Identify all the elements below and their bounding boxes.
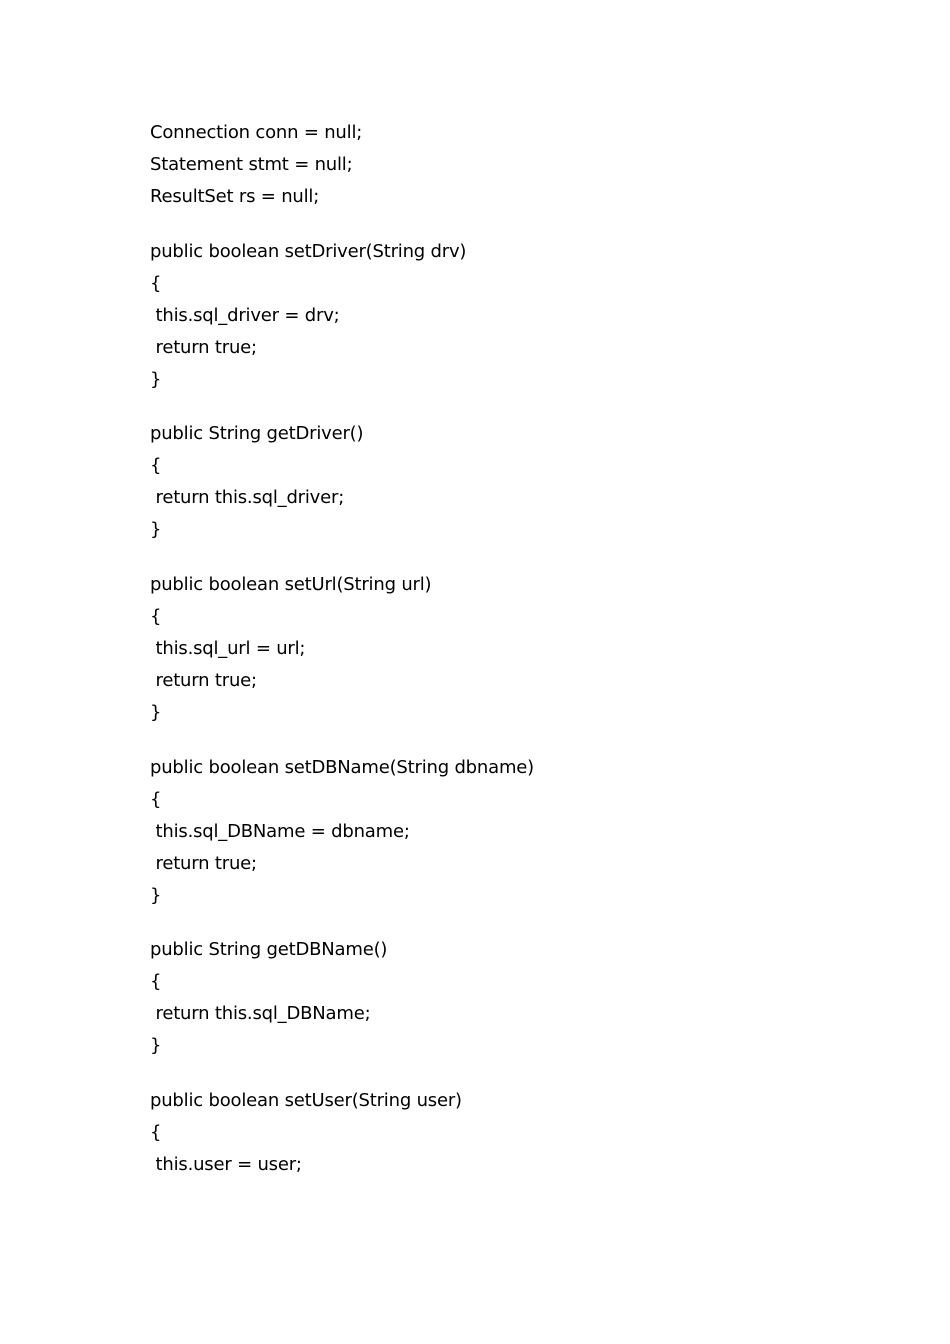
code-line: return true; — [150, 853, 257, 874]
code-line: { — [150, 789, 162, 810]
code-line: return this.sql_driver; — [150, 487, 345, 508]
code-block-get-driver — [150, 418, 850, 546]
code-line: this.sql_driver = drv; — [150, 305, 340, 326]
code-line: } — [150, 519, 162, 540]
code-line: } — [150, 1035, 162, 1056]
code-block-set-driver — [150, 236, 850, 396]
code-line: ResultSet rs = null; — [150, 186, 320, 207]
code-block-get-dbname — [150, 934, 850, 1062]
code-block-set-user — [150, 1085, 850, 1181]
code-line: return this.sql_DBName; — [150, 1003, 371, 1024]
code-line: public boolean setUser(String user) — [150, 1090, 462, 1111]
code-line: public boolean setDriver(String drv) — [150, 241, 467, 262]
code-line: this.sql_url = url; — [150, 638, 306, 659]
code-line: } — [150, 885, 162, 906]
code-line: this.sql_DBName = dbname; — [150, 821, 410, 842]
code-line: public String getDBName() — [150, 939, 388, 960]
code-line: public String getDriver() — [150, 423, 364, 444]
code-line: { — [150, 273, 162, 294]
code-line: { — [150, 1122, 162, 1143]
code-line: Statement stmt = null; — [150, 154, 353, 175]
code-block-declarations — [150, 117, 850, 213]
code-line: return true; — [150, 670, 257, 691]
code-line: public boolean setUrl(String url) — [150, 574, 432, 595]
code-line: { — [150, 455, 162, 476]
code-line: } — [150, 369, 162, 390]
code-line: } — [150, 702, 162, 723]
code-line: return true; — [150, 337, 257, 358]
code-line: this.user = user; — [150, 1154, 302, 1175]
code-block-set-url — [150, 569, 850, 729]
code-line: Connection conn = null; — [150, 122, 363, 143]
code-line: { — [150, 971, 162, 992]
code-line: { — [150, 606, 162, 627]
code-line: public boolean setDBName(String dbname) — [150, 757, 534, 778]
code-block-set-dbname — [150, 752, 850, 912]
